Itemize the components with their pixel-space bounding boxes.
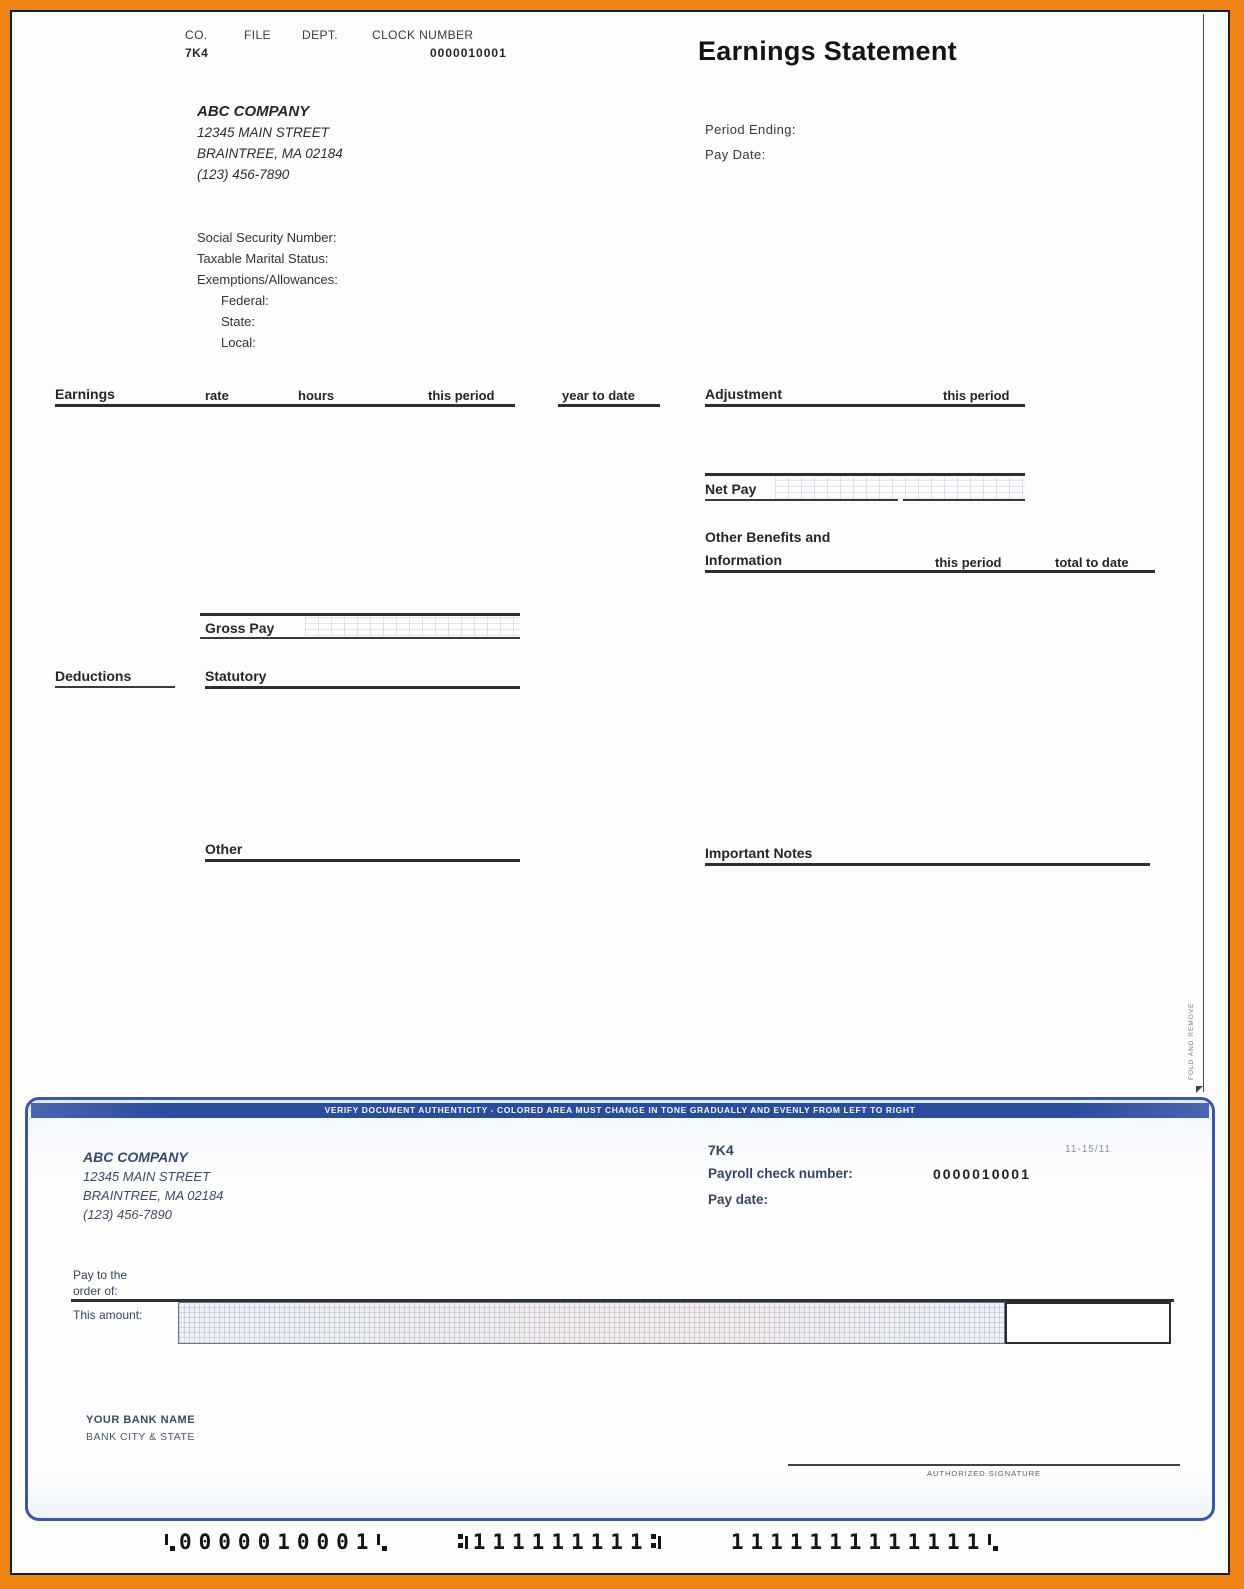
amount-numeric-field: [1005, 1302, 1171, 1344]
ssn-label: Social Security Number:: [197, 230, 337, 245]
statutory-label: Statutory: [205, 668, 267, 684]
this-period-column-header: this period: [428, 388, 495, 403]
signature-line: [788, 1464, 1180, 1466]
micr-check-number: 0000010001: [179, 1530, 376, 1554]
federal-label: Federal:: [221, 293, 269, 308]
micr-onus-icon: [987, 1534, 998, 1551]
authenticity-banner: VERIFY DOCUMENT AUTHENTICITY - COLORED AREA MUST CHANGE IN TONE GRADUALLY AND EVENLY FROM LEFT TO RIGHT: [31, 1103, 1209, 1118]
other-benefits-header-rule: [705, 570, 1155, 573]
company-phone: (123) 456-7890: [197, 167, 290, 182]
co-value: 7K4: [185, 46, 209, 60]
other-benefits-label-line2: Information: [705, 552, 782, 568]
check-company-address2: BRAINTREE, MA 02184: [83, 1188, 224, 1203]
micr-account-number: 1111111111111: [730, 1530, 987, 1554]
exemptions-label: Exemptions/Allowances:: [197, 272, 338, 287]
dept-label: DEPT.: [302, 28, 339, 42]
clock-number-label: CLOCK NUMBER: [372, 28, 474, 42]
earnings-header-rule: [55, 404, 515, 407]
company-address2: BRAINTREE, MA 02184: [197, 146, 343, 161]
important-notes-rule: [705, 863, 1150, 866]
this-amount-label: This amount:: [73, 1308, 143, 1322]
pay-to-label-line2: order of:: [73, 1284, 118, 1298]
micr-transit-icon: [651, 1534, 662, 1551]
benefits-this-period-header: this period: [935, 555, 1002, 570]
pay-date-label: Pay Date:: [705, 147, 766, 162]
gross-pay-value-field: [305, 617, 520, 636]
bank-city-state: BANK CITY & STATE: [86, 1431, 195, 1443]
adjustment-this-period-header: this period: [943, 388, 1010, 403]
check-pay-date-label: Pay date:: [708, 1192, 769, 1207]
micr-onus-icon: [376, 1534, 387, 1551]
ytd-header-rule: [558, 404, 660, 407]
statutory-rule: [205, 686, 520, 689]
check-region: [25, 1097, 1215, 1521]
year-to-date-column-header: year to date: [562, 388, 635, 403]
company-address1: 12345 MAIN STREET: [197, 125, 330, 140]
micr-routing-number: 111111111: [472, 1530, 650, 1554]
micr-transit-icon: [458, 1534, 469, 1551]
hours-column-header: hours: [298, 388, 335, 403]
gross-pay-bottom-rule: [200, 637, 520, 639]
gross-pay-top-rule: [200, 613, 520, 616]
check-company-name: ABC COMPANY: [83, 1149, 188, 1165]
deductions-rule: [55, 686, 175, 688]
adjustment-header-rule: [705, 404, 1025, 407]
other-benefits-label-line1: Other Benefits and: [705, 529, 831, 545]
local-label: Local:: [221, 335, 256, 350]
net-pay-bottom-rule-left: [705, 499, 898, 501]
rate-column-header: rate: [205, 388, 229, 403]
co-label: CO.: [185, 28, 208, 42]
perforation-line: [1203, 14, 1204, 1092]
employee-info-block: [197, 227, 338, 353]
check-company-address1: 12345 MAIN STREET: [83, 1169, 211, 1184]
payroll-check-number-label: Payroll check number:: [708, 1166, 853, 1181]
marital-status-label: Taxable Marital Status:: [197, 251, 329, 266]
page-title: Earnings Statement: [698, 36, 957, 66]
stub-company-block: [197, 101, 343, 185]
bank-name: YOUR BANK NAME: [86, 1414, 196, 1426]
net-pay-label: Net Pay: [705, 481, 757, 497]
other-section-label: Other: [205, 841, 243, 857]
perforation-text: FOLD AND REMOVE: [1188, 1002, 1195, 1080]
micr-line: [163, 1530, 1002, 1554]
important-notes-label: Important Notes: [705, 845, 813, 861]
benefits-total-to-date-header: total to date: [1055, 555, 1129, 570]
deductions-label: Deductions: [55, 668, 132, 684]
micr-onus-icon: [164, 1534, 175, 1551]
amount-words-field: [178, 1302, 1005, 1344]
net-pay-value-field: [775, 477, 1025, 499]
other-section-rule: [205, 859, 520, 862]
authorized-signature-label: AUTHORIZED SIGNATURE: [926, 1469, 1042, 1478]
adjustment-column-header: Adjustment: [705, 386, 782, 402]
state-label: State:: [221, 314, 255, 329]
net-pay-bottom-rule-right: [903, 499, 1025, 501]
net-pay-top-rule: [705, 473, 1025, 476]
gross-pay-label: Gross Pay: [205, 620, 275, 636]
earnings-column-header: Earnings: [55, 386, 115, 402]
company-name: ABC COMPANY: [197, 103, 310, 120]
check-company-phone: (123) 456-7890: [83, 1207, 172, 1222]
pay-to-label-line1: Pay to the: [73, 1268, 128, 1282]
payroll-check-number-value: 0000010001: [933, 1166, 1031, 1182]
check-company-block: [83, 1148, 223, 1224]
file-label: FILE: [244, 28, 271, 42]
period-ending-label: Period Ending:: [705, 122, 796, 137]
clock-number-value: 0000010001: [430, 46, 507, 60]
perforation-arrow-icon: [1196, 1086, 1203, 1093]
check-company-code: 7K4: [708, 1142, 734, 1158]
check-fraction-date: 11-15/11: [1065, 1144, 1111, 1155]
